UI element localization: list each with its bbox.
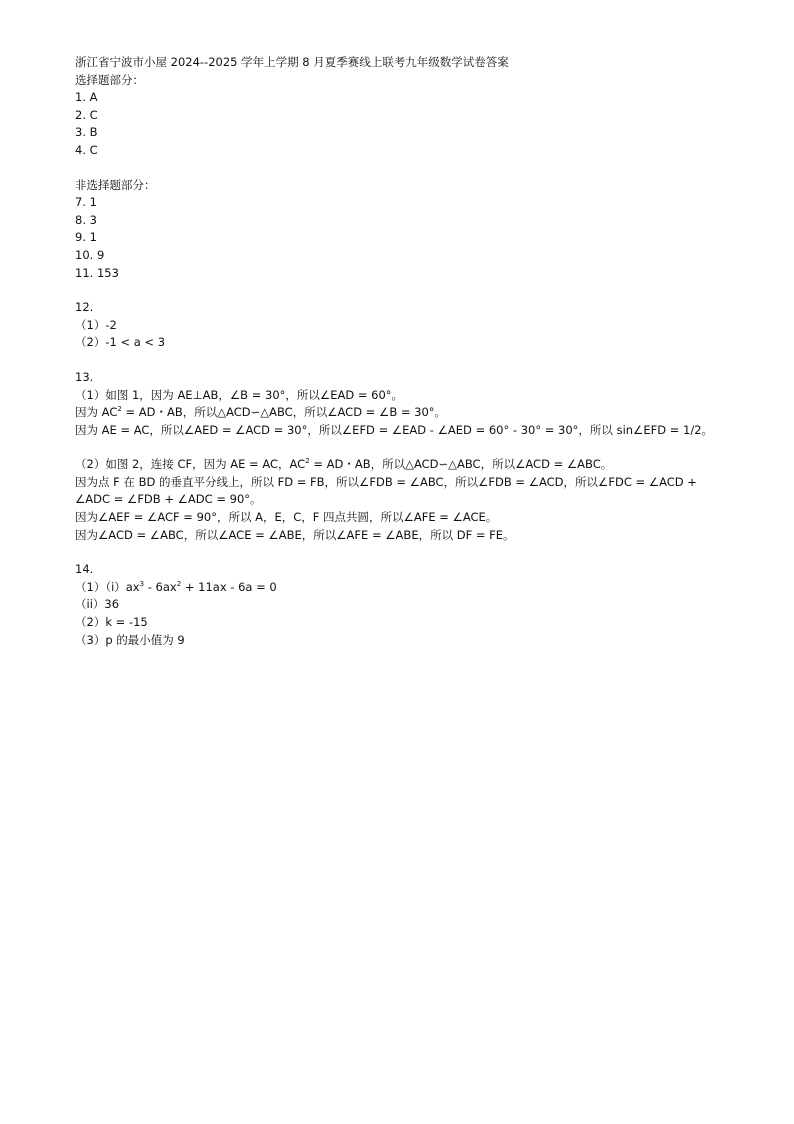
superscript-2: 2	[176, 580, 182, 589]
q14-part1-i-a: （1）（i）ax	[75, 579, 140, 594]
q13-part1-line2-b: = AD・AB，所以△ACD∽△ABC，所以∠ACD = ∠B = 30°。	[121, 405, 447, 420]
q14-number: 14.	[75, 562, 94, 577]
q14-part1-i-c: + 11ax - 6a = 0	[181, 579, 277, 594]
q13-part1-line2-a: 因为 AC	[75, 405, 118, 420]
q13-part2-line1-b: = AD・AB，所以△ACD∽△ABC，所以∠ACD = ∠ABC。	[309, 457, 613, 472]
q12-part2: （2）-1 < a < 3	[75, 335, 166, 350]
answer-document	[75, 54, 720, 649]
q13-part2-line1-a: （2）如图 2，连接 CF，因为 AE = AC，AC	[75, 457, 306, 472]
q13-part2-line2: 因为点 F 在 BD 的垂直平分线上，所以 FD = FB，所以∠FDB = ∠ABC，所以∠FDB = ∠ACD，所以∠FDC = ∠ACD + ∠ADC = ∠FDB + ∠ADC = 90°。	[75, 474, 697, 507]
q13-part2-line1	[75, 456, 720, 474]
superscript-2: 2	[305, 457, 310, 466]
q13-part1-line3: 因为 AE = AC，所以∠AED = ∠ACD = 30°，所以∠EFD = ∠EAD - ∠AED = 60° - 30° = 30°，所以 sin∠EFD = 1/2。	[75, 422, 714, 437]
q14-part2: （2）k = -15	[75, 615, 148, 630]
answer-8: 8. 3	[75, 212, 97, 227]
nonchoice-heading: 非选择题部分：	[75, 177, 156, 192]
q13-number: 13.	[75, 369, 94, 384]
choice-heading: 选择题部分：	[75, 72, 144, 87]
q14-part3: （3）p 的最小值为 9	[75, 632, 185, 647]
answer-7: 7. 1	[75, 195, 97, 210]
superscript-3: 3	[139, 580, 145, 589]
q14-part1-i	[75, 579, 720, 597]
q13-part1-line1: （1）如图 1，因为 AE⊥AB，∠B = 30°，所以∠EAD = 60°。	[75, 387, 404, 402]
choice-answer-4: 4. C	[75, 142, 98, 157]
q14-part1-ii: （ii）36	[75, 597, 120, 612]
answer-10: 10. 9	[75, 247, 105, 262]
document-title: 浙江省宁波市小屋 2024--2025 学年上学期 8 月夏季赛线上联考九年级数学试卷答案	[75, 55, 509, 69]
q14-part1-i-b: - 6ax	[144, 579, 177, 594]
choice-answer-2: 2. C	[75, 107, 98, 122]
q12-number: 12.	[75, 300, 94, 315]
q13-part2-line3: 因为∠AEF = ∠ACF = 90°，所以 A，E，C，F 四点共圆，所以∠AFE = ∠ACE。	[75, 510, 498, 525]
answer-9: 9. 1	[75, 230, 97, 245]
choice-answer-3: 3. B	[75, 125, 98, 140]
q13-part1-line2	[75, 404, 720, 422]
choice-answer-1: 1. A	[75, 90, 98, 105]
superscript-2: 2	[117, 405, 122, 414]
q13-part2-line4: 因为∠ACD = ∠ABC，所以∠ACE = ∠ABE，所以∠AFE = ∠ABE，所以 DF = FE。	[75, 527, 515, 542]
q12-part1: （1）-2	[75, 317, 117, 332]
answer-11: 11. 153	[75, 265, 119, 280]
